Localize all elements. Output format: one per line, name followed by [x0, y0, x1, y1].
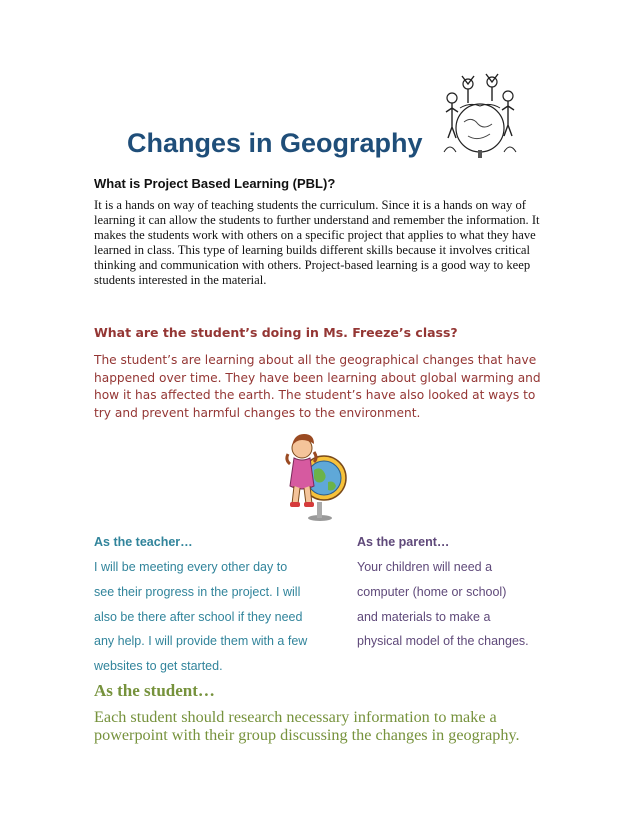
pbl-heading: What is Project Based Learning (PBL)? — [94, 176, 336, 191]
parent-section — [357, 535, 577, 659]
girl-with-globe-clipart — [284, 432, 354, 522]
pbl-paragraph: It is a hands on way of teaching students the curriculum. Since it is a hands on way of learning it can allow the students to further understand and remember the information. It makes the students work with others on a specific project that applies to what they have learned in class. This type of learning builds different skills because it involves critical thinking and communication with others. Project-based learning is a good way to keep students interested in the material. — [94, 198, 540, 287]
parent-text-line: computer (home or school) — [357, 584, 507, 599]
children-around-globe-clipart — [438, 72, 522, 160]
teacher-text-line: see their progress in the project. I will — [94, 584, 301, 599]
student-paragraph: Each student should research necessary information to make a powerpoint with their group discussing the changes in geography. — [94, 708, 520, 744]
teacher-text-line: any help. I will provide them with a few — [94, 634, 308, 649]
page-title: Changes in Geography — [127, 128, 423, 158]
class-activity-paragraph: The student’s are learning about all the geographical changes that have happened over time. They have been learning about global warming and how it has affected the earth. The student’s have also looked at ways to try and prevent harmful changes to the environment. — [94, 353, 541, 421]
parent-text-line: and materials to make a — [357, 609, 491, 624]
parent-text-line: physical model of the changes. — [357, 634, 529, 649]
parent-text-line: Your children will need a — [357, 560, 493, 574]
teacher-heading: As the teacher… — [94, 535, 193, 549]
student-heading: As the student… — [94, 681, 215, 700]
teacher-text-line: websites to get started. — [94, 659, 223, 674]
teacher-text-line: I will be meeting every other day to — [94, 560, 288, 574]
teacher-text-line: also be there after school if they need — [94, 609, 303, 624]
parent-heading: As the parent… — [357, 535, 450, 549]
teacher-section — [94, 535, 344, 684]
class-activity-heading: What are the student’s doing in Ms. Freeze’s class? — [94, 325, 458, 340]
